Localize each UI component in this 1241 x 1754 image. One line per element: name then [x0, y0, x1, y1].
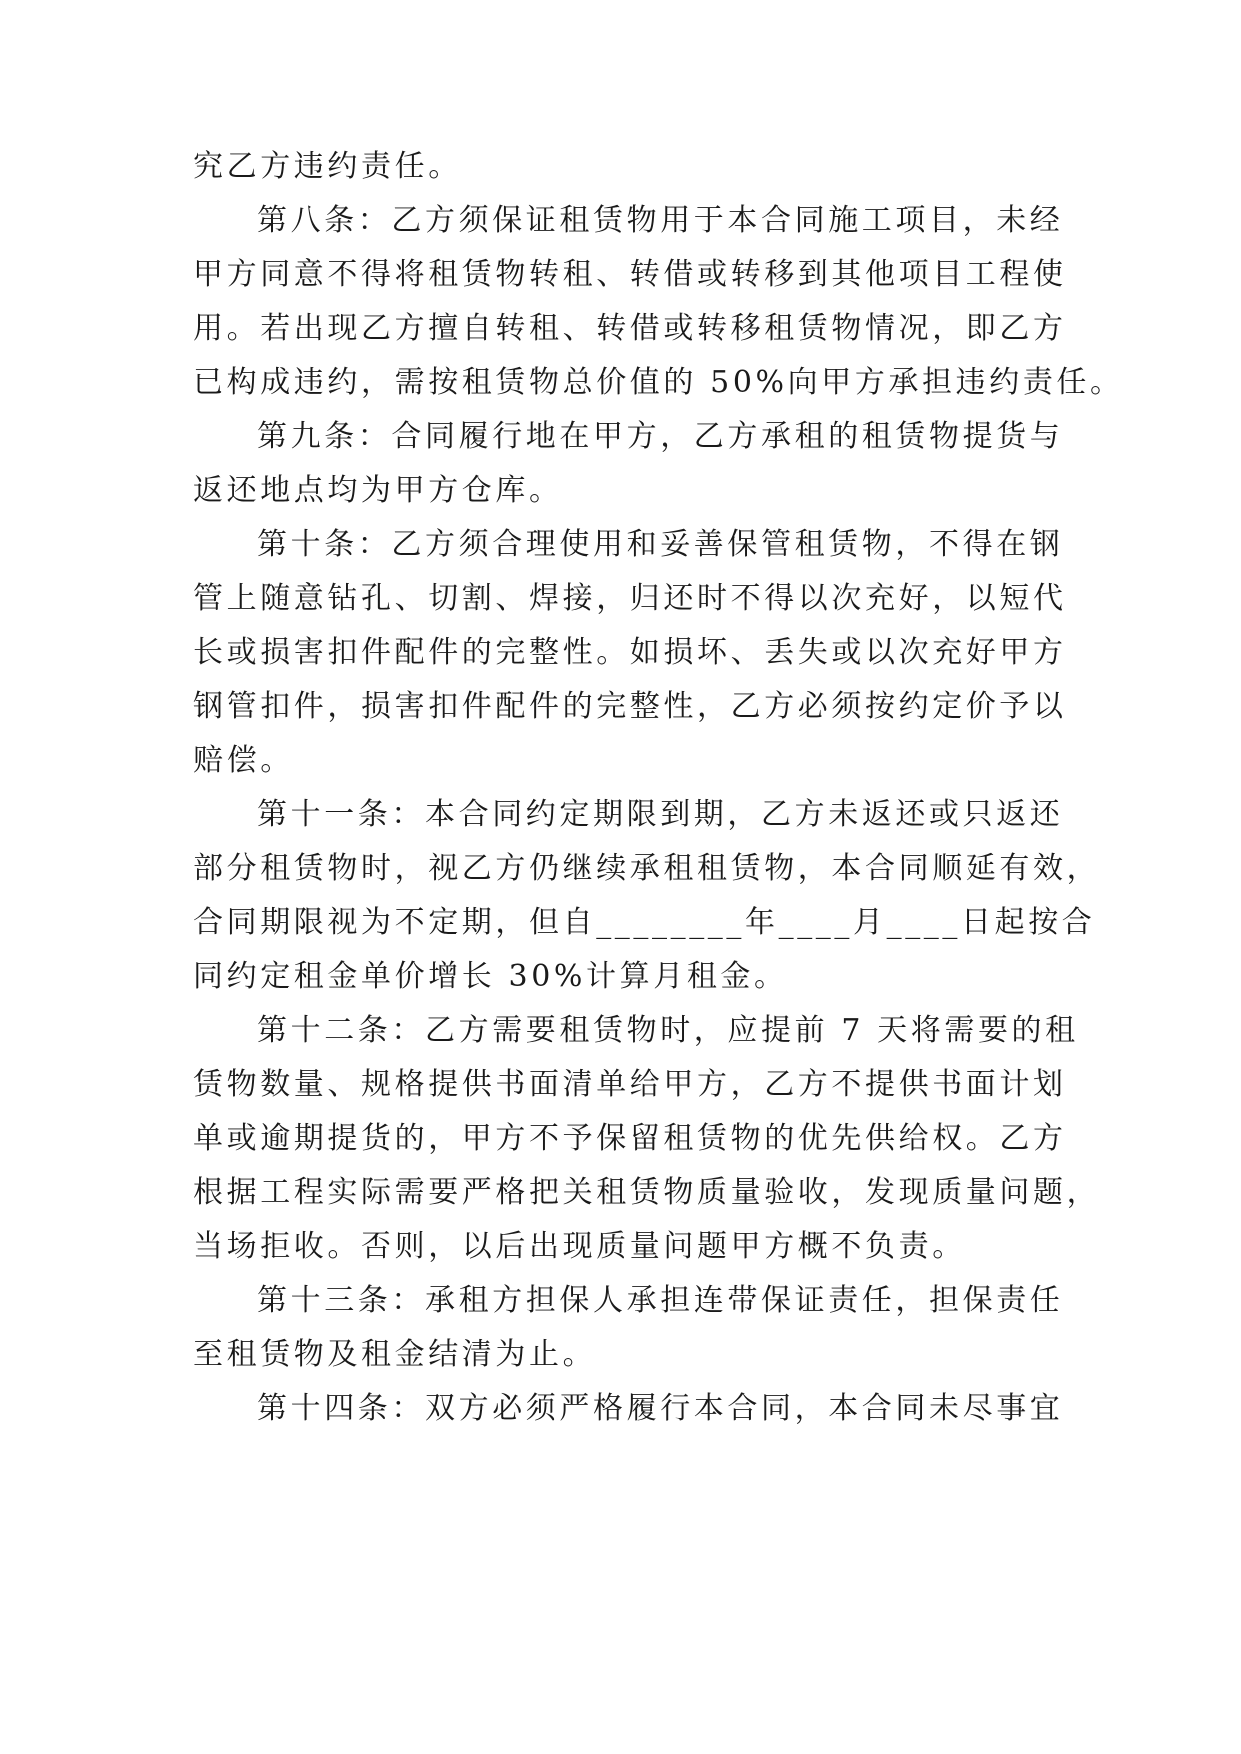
article-12-heading-line: 第十二条：乙方需要租赁物时，应提前 7 天将需要的租: [257, 1013, 1079, 1048]
text-line: 究乙方违约责任。: [193, 149, 462, 184]
article-10-heading-line: 第十条：乙方须合理使用和妥善保管租赁物，不得在钢: [257, 527, 1064, 562]
text-line: 同约定租金单价增长 30%计算月租金。: [193, 959, 788, 994]
text-line: 返还地点均为甲方仓库。: [193, 473, 563, 508]
article-11-heading-line: 第十一条：本合同约定期限到期，乙方未返还或只返还: [257, 797, 1064, 832]
article-14-heading-line: 第十四条：双方必须严格履行本合同，本合同未尽事宜: [257, 1391, 1064, 1426]
text-line: 合同期限视为不定期，但自________年____月____日起按合: [193, 905, 1096, 940]
text-line: 钢管扣件，损害扣件配件的完整性，乙方必须按约定价予以: [193, 689, 1067, 724]
text-line: 甲方同意不得将租赁物转租、转借或转移到其他项目工程使: [193, 257, 1067, 292]
article-9-heading-line: 第九条：合同履行地在甲方，乙方承租的租赁物提货与: [257, 419, 1064, 454]
text-line: 用。若出现乙方擅自转租、转借或转移租赁物情况，即乙方: [193, 311, 1067, 346]
text-line: 管上随意钻孔、切割、焊接，归还时不得以次充好，以短代: [193, 581, 1067, 616]
text-line: 长或损害扣件配件的完整性。如损坏、丢失或以次充好甲方: [193, 635, 1067, 670]
text-line: 赁物数量、规格提供书面清单给甲方，乙方不提供书面计划: [193, 1067, 1067, 1102]
text-line: 已构成违约，需按租赁物总价值的 50%向甲方承担违约责任。: [193, 365, 1124, 400]
text-line: 至租赁物及租金结清为止。: [193, 1337, 597, 1372]
article-13-heading-line: 第十三条：承租方担保人承担连带保证责任，担保责任: [257, 1283, 1064, 1318]
article-8-heading-line: 第八条：乙方须保证租赁物用于本合同施工项目，未经: [257, 203, 1064, 238]
text-line: 当场拒收。否则，以后出现质量问题甲方概不负责。: [193, 1229, 966, 1264]
text-line: 单或逾期提货的，甲方不予保留租赁物的优先供给权。乙方: [193, 1121, 1067, 1156]
text-line: 部分租赁物时，视乙方仍继续承租租赁物，本合同顺延有效，: [193, 851, 1101, 886]
text-line: 赔偿。: [193, 743, 294, 778]
text-line: 根据工程实际需要严格把关租赁物质量验收，发现质量问题，: [193, 1175, 1101, 1210]
